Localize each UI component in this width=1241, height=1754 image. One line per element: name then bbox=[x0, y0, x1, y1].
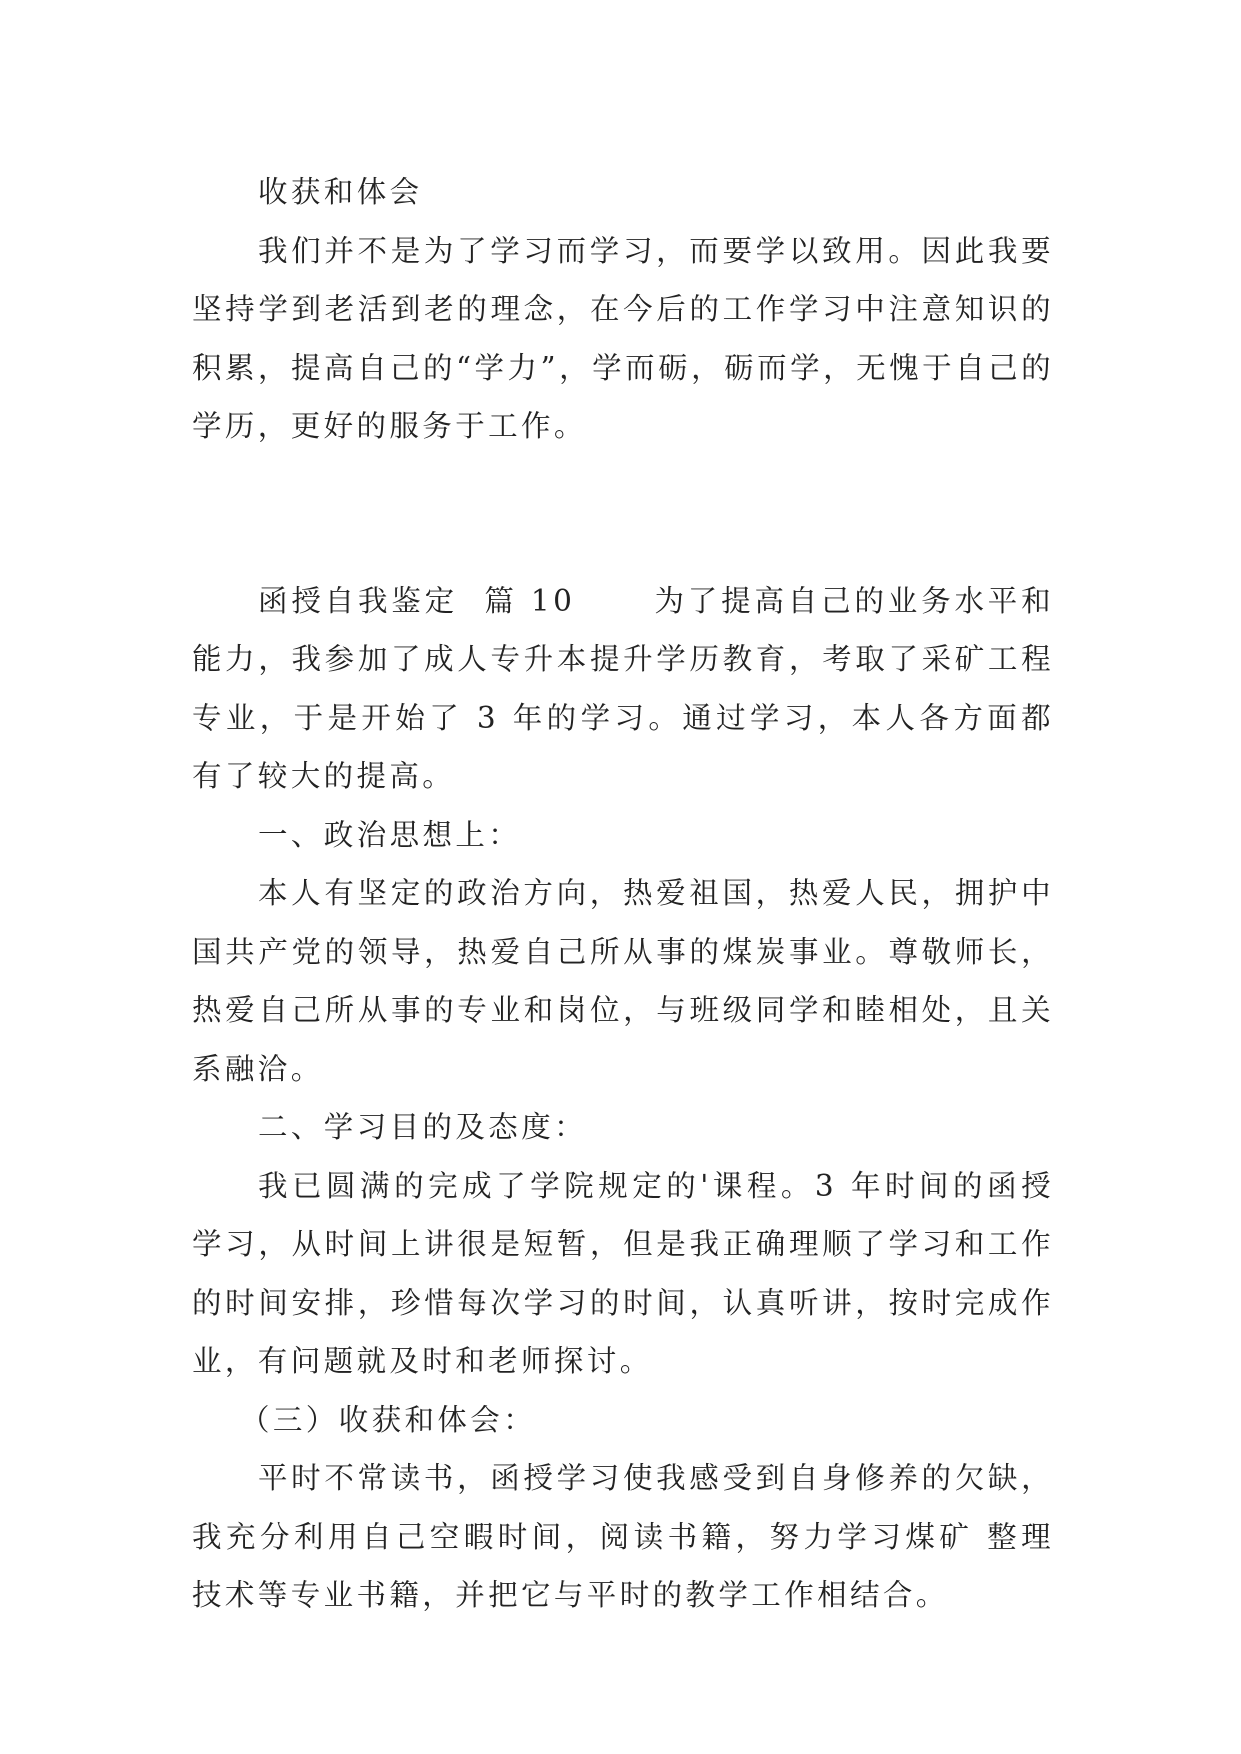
section-heading-study-purpose: 二、学习目的及态度： bbox=[258, 1110, 588, 1144]
document-body bbox=[192, 163, 1054, 1625]
section-heading-gains: 收获和体会 bbox=[258, 175, 423, 209]
paragraph-self-assessment-10: 函授自我鉴定 篇 10 为了提高自己的业务水平和能力，我参加了成人专升本提升学历教育，考取了采矿工程专业，于是开始了 3 年的学习。通过学习，本人各方面都有了较大的提高。 bbox=[192, 583, 1054, 793]
paragraph-study-purpose: 我已圆满的完成了学院规定的'课程。3 年时间的函授学习，从时间上讲很是短暂，但是我正确理顺了学习和工作的时间安排，珍惜每次学习的时间，认真听讲，按时完成作业，有问题就及时和老师探讨。 bbox=[192, 1168, 1054, 1378]
section-heading-political: 一、政治思想上： bbox=[258, 817, 522, 852]
paragraph-apply-learning: 我们并不是为了学习而学习，而要学以致用。因此我要坚持学到老活到老的理念，在今后的工作学习中注意知识的积累，提高自己的“学力”，学而砺，砺而学，无愧于自己的学历，更好的服务于工作。 bbox=[192, 233, 1054, 443]
paragraph-reading: 平时不常读书，函授学习使我感受到自身修养的欠缺，我充分利用自己空暇时间，阅读书籍，努力学习煤矿 整理技术等专业书籍，并把它与平时的教学工作相结合。 bbox=[192, 1461, 1054, 1612]
paragraph-political: 本人有坚定的政治方向，热爱祖国，热爱人民，拥护中国共产党的领导，热爱自己所从事的煤炭事业。尊敬师长，热爱自己所从事的专业和岗位，与班级同学和睦相处，且关系融洽。 bbox=[192, 876, 1054, 1086]
section-heading-gains-three: （三）收获和体会： bbox=[240, 1402, 537, 1437]
section-gap bbox=[192, 456, 1054, 572]
